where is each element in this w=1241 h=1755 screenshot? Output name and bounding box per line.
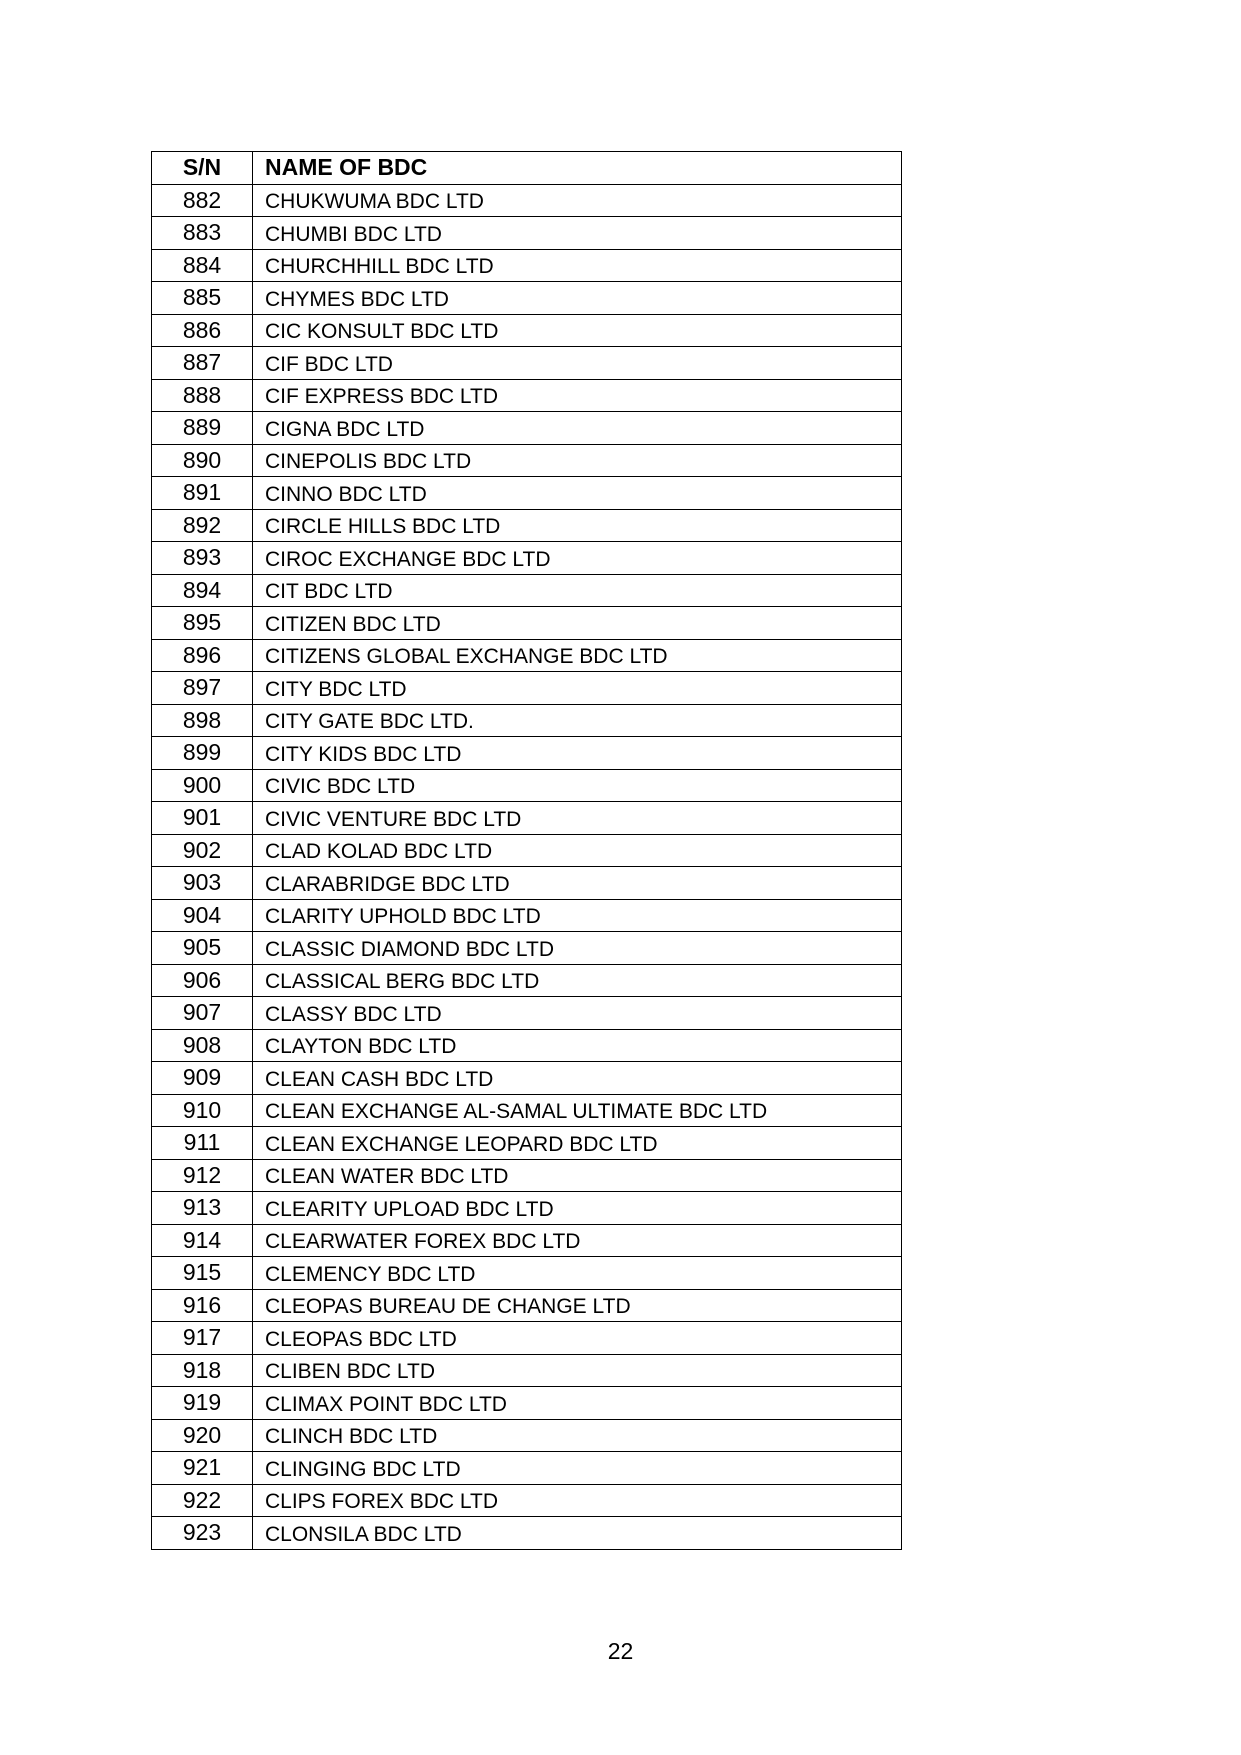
row-bdc-name: CIC KONSULT BDC LTD (253, 314, 902, 347)
table-row (152, 1322, 902, 1355)
row-serial-number: 889 (152, 412, 253, 445)
row-serial-number: 891 (152, 477, 253, 510)
table-row (152, 412, 902, 445)
table-row (152, 1517, 902, 1550)
table-row (152, 314, 902, 347)
row-serial-number: 893 (152, 542, 253, 575)
table-row (152, 347, 902, 380)
page-number: 22 (607, 1638, 634, 1664)
row-serial-number: 923 (152, 1517, 253, 1550)
table-row (152, 217, 902, 250)
table-row (152, 184, 902, 217)
row-bdc-name: CITIZEN BDC LTD (253, 607, 902, 640)
row-bdc-name: CLEAN CASH BDC LTD (253, 1062, 902, 1095)
row-bdc-name: CLEARWATER FOREX BDC LTD (253, 1224, 902, 1257)
name-column-header: NAME OF BDC (253, 152, 902, 185)
row-bdc-name: CHUKWUMA BDC LTD (253, 184, 902, 217)
row-serial-number: 901 (152, 802, 253, 835)
row-bdc-name: CLASSICAL BERG BDC LTD (253, 964, 902, 997)
row-bdc-name: CIRCLE HILLS BDC LTD (253, 509, 902, 542)
table-row (152, 444, 902, 477)
table-row (152, 899, 902, 932)
table-row (152, 639, 902, 672)
row-serial-number: 884 (152, 249, 253, 282)
row-serial-number: 888 (152, 379, 253, 412)
row-bdc-name: CIVIC VENTURE BDC LTD (253, 802, 902, 835)
row-serial-number: 918 (152, 1354, 253, 1387)
bdc-table-container (151, 151, 901, 1550)
table-row (152, 542, 902, 575)
bdc-table (151, 151, 902, 1550)
row-bdc-name: CLEARITY UPLOAD BDC LTD (253, 1192, 902, 1225)
row-serial-number: 915 (152, 1257, 253, 1290)
row-bdc-name: CHUMBI BDC LTD (253, 217, 902, 250)
row-serial-number: 900 (152, 769, 253, 802)
table-row (152, 1484, 902, 1517)
row-serial-number: 912 (152, 1159, 253, 1192)
table-row (152, 932, 902, 965)
row-bdc-name: CITY GATE BDC LTD. (253, 704, 902, 737)
row-serial-number: 895 (152, 607, 253, 640)
row-bdc-name: CITIZENS GLOBAL EXCHANGE BDC LTD (253, 639, 902, 672)
table-row (152, 1159, 902, 1192)
row-serial-number: 921 (152, 1452, 253, 1485)
row-serial-number: 913 (152, 1192, 253, 1225)
table-row (152, 867, 902, 900)
table-row (152, 964, 902, 997)
row-serial-number: 886 (152, 314, 253, 347)
table-body (152, 184, 902, 1549)
table-row (152, 509, 902, 542)
table-row (152, 1029, 902, 1062)
row-bdc-name: CHURCHHILL BDC LTD (253, 249, 902, 282)
row-bdc-name: CINEPOLIS BDC LTD (253, 444, 902, 477)
row-bdc-name: CLAD KOLAD BDC LTD (253, 834, 902, 867)
row-serial-number: 903 (152, 867, 253, 900)
table-row (152, 737, 902, 770)
table-row (152, 704, 902, 737)
row-serial-number: 904 (152, 899, 253, 932)
table-row (152, 1387, 902, 1420)
row-serial-number: 907 (152, 997, 253, 1030)
row-serial-number: 905 (152, 932, 253, 965)
row-bdc-name: CLAYTON BDC LTD (253, 1029, 902, 1062)
table-row (152, 1257, 902, 1290)
row-serial-number: 920 (152, 1419, 253, 1452)
row-serial-number: 897 (152, 672, 253, 705)
row-serial-number: 908 (152, 1029, 253, 1062)
row-serial-number: 882 (152, 184, 253, 217)
row-bdc-name: CLEAN EXCHANGE LEOPARD BDC LTD (253, 1127, 902, 1160)
table-row (152, 769, 902, 802)
table-row (152, 1289, 902, 1322)
row-bdc-name: CHYMES BDC LTD (253, 282, 902, 315)
row-bdc-name: CLEMENCY BDC LTD (253, 1257, 902, 1290)
row-serial-number: 892 (152, 509, 253, 542)
row-serial-number: 902 (152, 834, 253, 867)
row-serial-number: 906 (152, 964, 253, 997)
table-row (152, 574, 902, 607)
row-serial-number: 909 (152, 1062, 253, 1095)
row-bdc-name: CLASSY BDC LTD (253, 997, 902, 1030)
table-row (152, 1224, 902, 1257)
row-bdc-name: CLEAN WATER BDC LTD (253, 1159, 902, 1192)
row-serial-number: 919 (152, 1387, 253, 1420)
row-bdc-name: CLEOPAS BDC LTD (253, 1322, 902, 1355)
sn-column-header: S/N (152, 152, 253, 185)
row-serial-number: 917 (152, 1322, 253, 1355)
row-bdc-name: CIROC EXCHANGE BDC LTD (253, 542, 902, 575)
row-serial-number: 896 (152, 639, 253, 672)
row-serial-number: 911 (152, 1127, 253, 1160)
table-row (152, 477, 902, 510)
table-row (152, 802, 902, 835)
row-bdc-name: CLEAN EXCHANGE AL-SAMAL ULTIMATE BDC LTD (253, 1094, 902, 1127)
table-row (152, 1062, 902, 1095)
table-row (152, 379, 902, 412)
table-row (152, 672, 902, 705)
table-row (152, 1094, 902, 1127)
row-bdc-name: CIF EXPRESS BDC LTD (253, 379, 902, 412)
table-row (152, 282, 902, 315)
row-serial-number: 885 (152, 282, 253, 315)
row-bdc-name: CLIMAX POINT BDC LTD (253, 1387, 902, 1420)
row-serial-number: 916 (152, 1289, 253, 1322)
row-serial-number: 883 (152, 217, 253, 250)
row-bdc-name: CLINGING BDC LTD (253, 1452, 902, 1485)
row-bdc-name: CLONSILA BDC LTD (253, 1517, 902, 1550)
row-bdc-name: CINNO BDC LTD (253, 477, 902, 510)
row-serial-number: 914 (152, 1224, 253, 1257)
row-serial-number: 890 (152, 444, 253, 477)
row-serial-number: 898 (152, 704, 253, 737)
table-row (152, 1192, 902, 1225)
table-row (152, 1452, 902, 1485)
row-bdc-name: CLARITY UPHOLD BDC LTD (253, 899, 902, 932)
table-row (152, 997, 902, 1030)
table-row (152, 834, 902, 867)
row-bdc-name: CLARABRIDGE BDC LTD (253, 867, 902, 900)
table-row (152, 607, 902, 640)
row-bdc-name: CITY KIDS BDC LTD (253, 737, 902, 770)
table-header-row (152, 152, 902, 185)
row-bdc-name: CLIBEN BDC LTD (253, 1354, 902, 1387)
row-bdc-name: CITY BDC LTD (253, 672, 902, 705)
row-bdc-name: CIF BDC LTD (253, 347, 902, 380)
row-serial-number: 887 (152, 347, 253, 380)
row-bdc-name: CLIPS FOREX BDC LTD (253, 1484, 902, 1517)
table-row (152, 1354, 902, 1387)
row-bdc-name: CLEOPAS BUREAU DE CHANGE LTD (253, 1289, 902, 1322)
table-row (152, 1419, 902, 1452)
table-row (152, 249, 902, 282)
row-serial-number: 894 (152, 574, 253, 607)
table-row (152, 1127, 902, 1160)
row-bdc-name: CIVIC BDC LTD (253, 769, 902, 802)
row-serial-number: 922 (152, 1484, 253, 1517)
row-serial-number: 910 (152, 1094, 253, 1127)
row-bdc-name: CIGNA BDC LTD (253, 412, 902, 445)
row-bdc-name: CLASSIC DIAMOND BDC LTD (253, 932, 902, 965)
row-serial-number: 899 (152, 737, 253, 770)
row-bdc-name: CIT BDC LTD (253, 574, 902, 607)
row-bdc-name: CLINCH BDC LTD (253, 1419, 902, 1452)
